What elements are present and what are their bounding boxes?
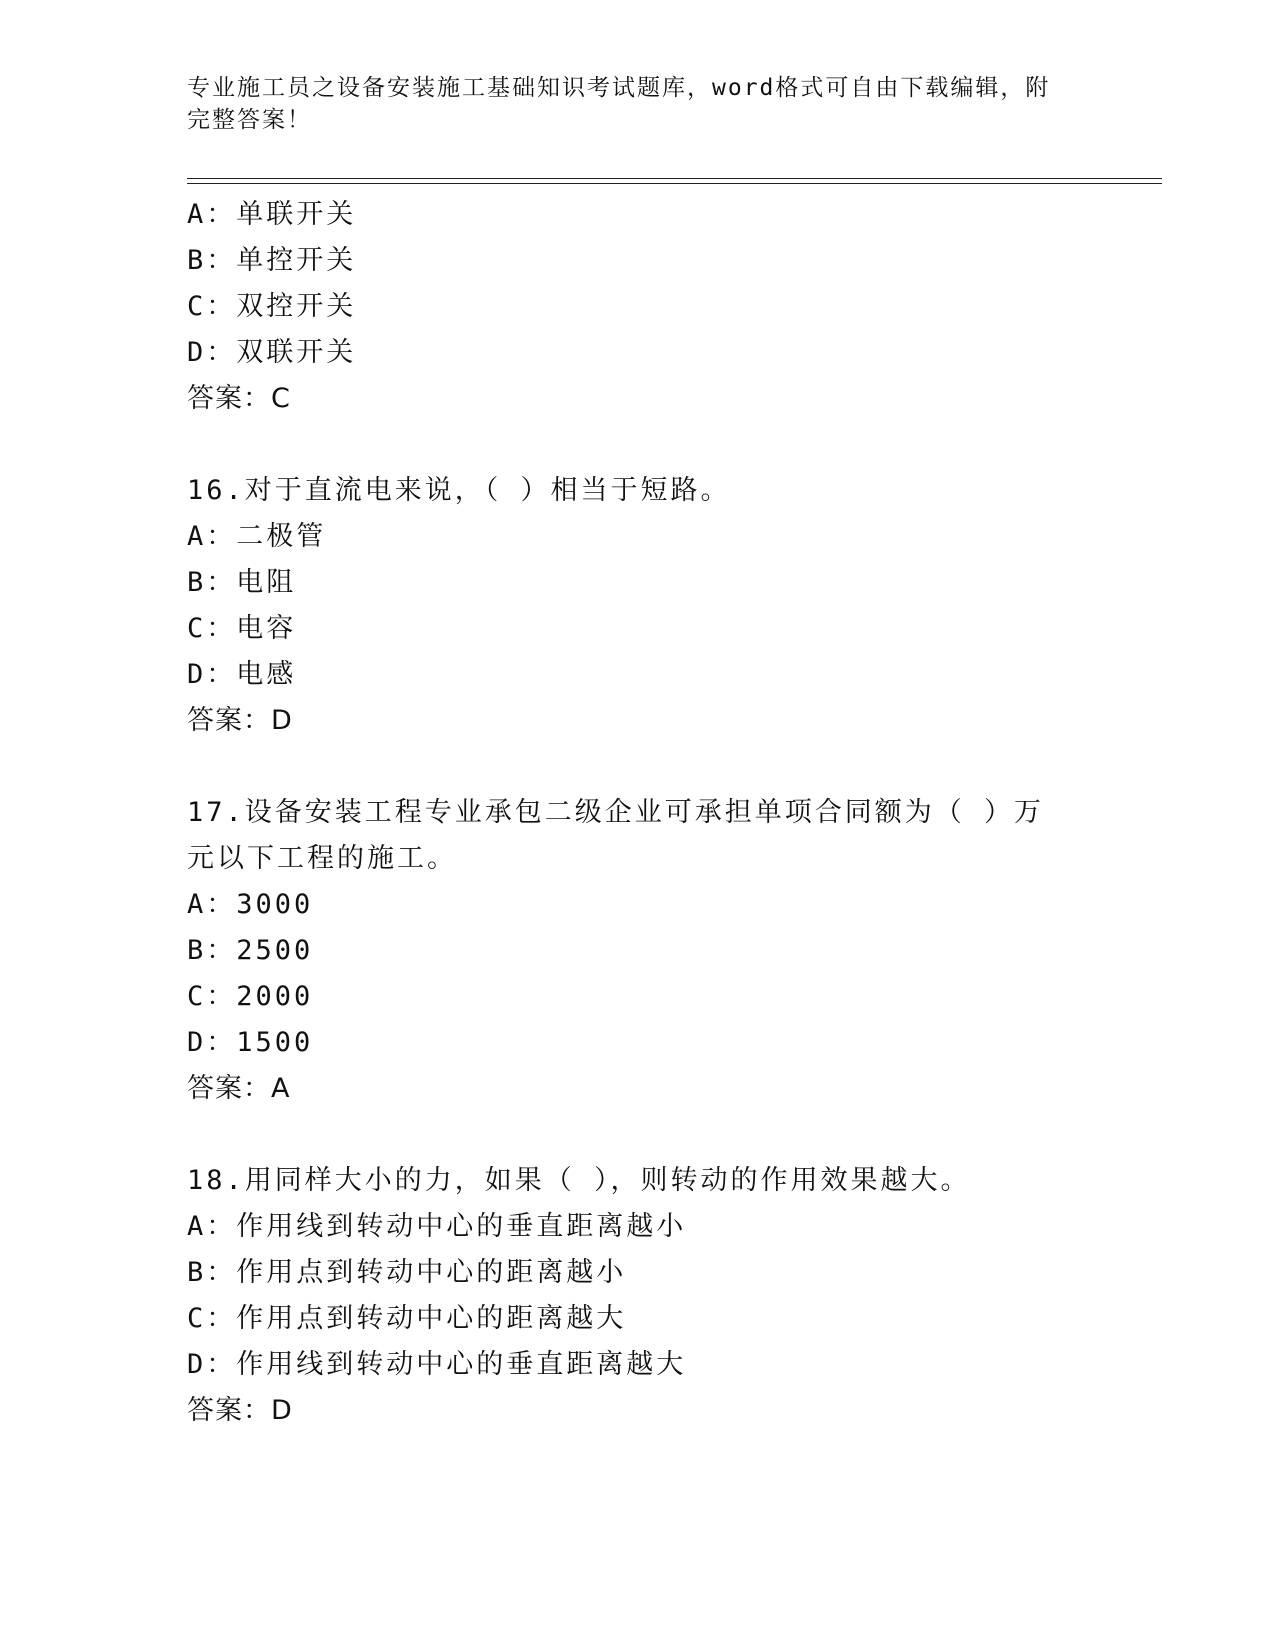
question-stem: 16.对于直流电来说，（ ）相当于短路。 — [187, 475, 731, 506]
question-stem: 17.设备安装工程专业承包二级企业可承担单项合同额为（ ）万元以下工程的施工。 — [187, 797, 1045, 874]
answer-line: 答案：D — [187, 1395, 293, 1426]
question-18 — [187, 1158, 1162, 1434]
option-a: A：作用线到转动中心的垂直距离越小 — [187, 1211, 687, 1242]
question-list — [187, 192, 1162, 1434]
option-b: B：2500 — [187, 935, 314, 966]
option-d: D：作用线到转动中心的垂直距离越大 — [187, 1349, 687, 1380]
option-d: D：1500 — [187, 1027, 314, 1058]
option-a: A：单联开关 — [187, 199, 357, 230]
option-b: B：电阻 — [187, 567, 297, 598]
option-b: B：作用点到转动中心的距离越小 — [187, 1257, 627, 1288]
question-stem: 18.用同样大小的力，如果（ ），则转动的作用效果越大。 — [187, 1165, 971, 1196]
question-15-continued — [187, 192, 1162, 422]
spacer — [187, 1112, 1162, 1158]
option-c: C：双控开关 — [187, 291, 357, 322]
header-rule-top — [187, 178, 1162, 179]
option-c: C：电容 — [187, 613, 297, 644]
option-b: B：单控开关 — [187, 245, 357, 276]
option-d: D：电感 — [187, 659, 297, 690]
document-header: 专业施工员之设备安装施工基础知识考试题库，word格式可自由下载编辑，附完整答案！ — [187, 75, 1051, 133]
spacer — [187, 744, 1162, 790]
option-c: C：作用点到转动中心的距离越大 — [187, 1303, 627, 1334]
option-c: C：2000 — [187, 981, 314, 1012]
answer-line: 答案：D — [187, 705, 293, 736]
option-d: D：双联开关 — [187, 337, 357, 368]
spacer — [187, 422, 1162, 468]
question-17 — [187, 790, 1162, 1112]
answer-line: 答案：A — [187, 1073, 291, 1104]
option-a: A：二极管 — [187, 521, 327, 552]
question-16 — [187, 468, 1162, 744]
option-a: A：3000 — [187, 889, 314, 920]
answer-line: 答案：C — [187, 383, 291, 414]
header-rule-bottom — [187, 183, 1162, 184]
